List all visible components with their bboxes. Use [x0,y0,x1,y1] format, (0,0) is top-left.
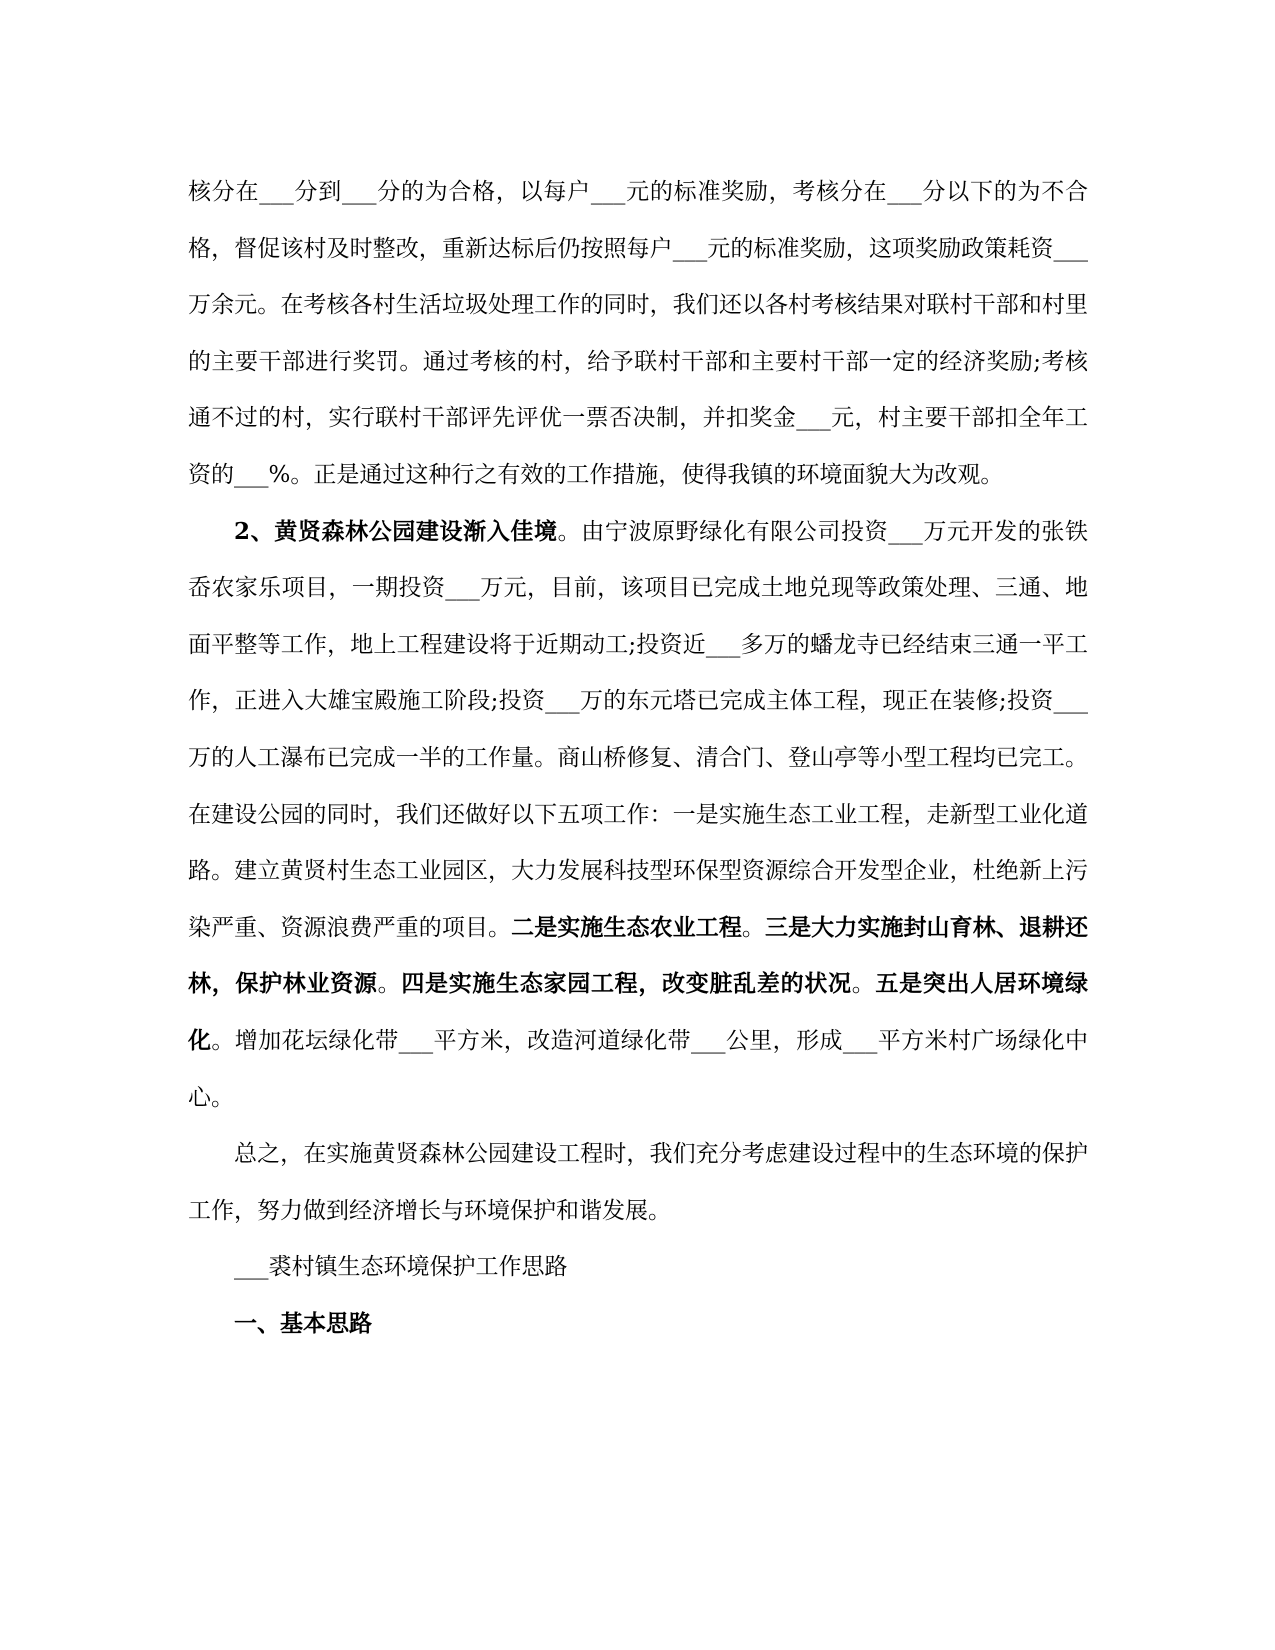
item-separator: 。 [741,914,765,941]
item-separator: 。 [377,971,402,998]
paragraph-conclusion: 总之，在实施黄贤森林公园建设工程时，我们充分考虑建设过程中的生态环境的保护工作，努力做到经济增长与环境保护和谐发展。 [188,1141,1088,1224]
item-forest-protection: 三是大力实施封山育林、退耕还林，保护林业资源 [188,913,1089,998]
document-subtitle: ___裘村镇生态环境保护工作思路 [234,1254,568,1281]
item-residential-greening: 五是突出人居环境绿化 [188,970,1089,1054]
forest-park-body: 。由宁波原野绿化有限公司投资___万元开发的张铁岙农家乐项目，一期投资___万元，目前，该项目已完成土地兑现等政策处理、三通、地面平整等工作，地上工程建设将于近期动工;投资近___多万的蟠龙寺已经结束三通一平工作，正进入大雄宝殿施工阶段;投资___万的东元塔已完成主体工程，现正在装修;投资___万的人工瀑布已完成一半的工作量。商山桥修复、清合门、登山亭等小型工程均已完工。在建设公园的同时，我们还做好以下五项工作：一是实施生态工业工程，走新型工业化道路。建立黄贤村生态工业园区，大力发展科技型环保型资源综合开发型企业，杜绝新上污染严重、资源浪费严重的项目。 [188,518,1089,941]
document-body [188,164,1088,1352]
item-ecological-agriculture: 二是实施生态农业工程 [511,913,742,941]
paragraph-forest-park [188,504,1088,1127]
item-separator: 。 [851,971,876,998]
paragraph-assessment-rewards: 核分在___分到___分的为合格，以每户___元的标准奖励，考核分在___分以下的为不合格，督促该村及时整改，重新达标后仍按照每户___元的标准奖励，这项奖励政策耗资___万余元。在考核各村生活垃圾处理工作的同时，我们还以各村考核结果对联村干部和村里的主要干部进行奖罚。通过考核的村，给予联村干部和主要村干部一定的经济奖励;考核通不过的村，实行联村干部评先评优一票否决制，并扣奖金___元，村主要干部扣全年工资的___%。正是通过这种行之有效的工作措施，使得我镇的环境面貌大为改观。 [188,179,1088,488]
greening-details: 。增加花坛绿化带___平方米，改造河道绿化带___公里，形成___平方米村广场绿化中心。 [188,1027,1089,1111]
section-heading-forest-park: 2、黄贤森林公园建设渐入佳境 [234,517,558,545]
item-ecological-homeland: 四是实施生态家园工程，改变脏乱差的状况 [401,970,852,998]
section-heading-basic-approach: 一、基本思路 [234,1309,372,1337]
